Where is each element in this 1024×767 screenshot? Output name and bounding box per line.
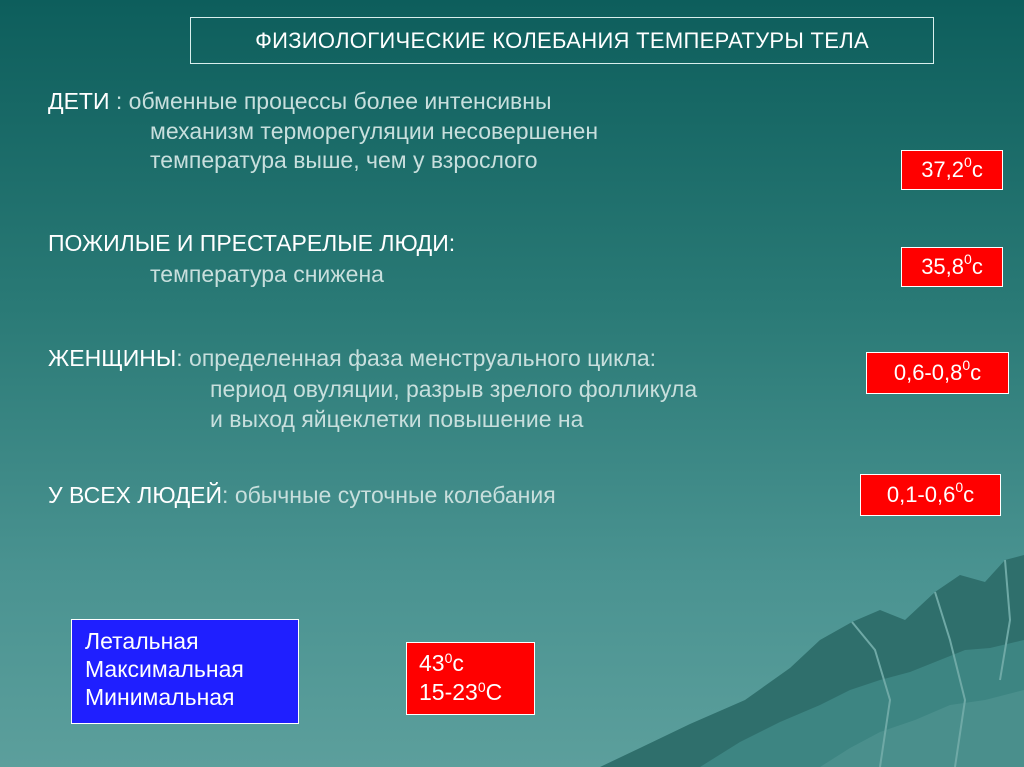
- all-people-temp-unit: с: [963, 482, 975, 507]
- women-line-3: и выход яйцеклетки повышение на: [210, 406, 584, 432]
- limit-value-min-unit: С: [485, 679, 503, 705]
- women-line-1: определенная фаза менструального цикла:: [189, 345, 657, 371]
- limit-label-maximal: Максимальная: [85, 656, 244, 682]
- children-line-2: механизм терморегуляции несовершенен: [150, 118, 599, 144]
- children-heading: ДЕТИ: [48, 88, 110, 114]
- limit-value-min-degree: 0: [477, 679, 486, 695]
- children-temp-value: 37,2: [921, 157, 965, 182]
- limit-value-max-num: 43: [419, 650, 445, 676]
- children-line-3: температура выше, чем у взрослого: [150, 147, 538, 173]
- limit-value-max-unit: с: [452, 650, 464, 676]
- elderly-temp-badge: 35,8 $^0$ с: [901, 247, 1003, 287]
- children-row: [48, 86, 552, 116]
- women-row: [48, 343, 656, 373]
- limit-value-min-num: 15-23: [419, 679, 478, 705]
- all-people-temp-value: 0,1-0,6: [886, 482, 956, 507]
- elderly-line-1: температура снижена: [150, 261, 384, 287]
- all-people-heading: У ВСЕХ ЛЮДЕЙ: [48, 482, 223, 508]
- women-temp-unit: с: [970, 360, 982, 385]
- limit-label-minimal: Минимальная: [85, 684, 235, 710]
- children-line-1: обменные процессы более интенсивны: [128, 88, 552, 114]
- women-heading: ЖЕНЩИНЫ: [48, 345, 177, 371]
- limits-label-box: [71, 619, 299, 724]
- all-people-row: [48, 480, 556, 510]
- limit-label-lethal: Летальная: [85, 628, 199, 654]
- limit-value-max: [419, 649, 534, 678]
- elderly-temp-unit: с: [971, 254, 983, 279]
- children-temp-badge: 37,2 $^0$ с: [901, 150, 1003, 190]
- elderly-temp-value: 35,8: [921, 254, 965, 279]
- all-people-temp-badge: 0,1-0,6 $^0$ с: [860, 474, 1001, 516]
- limits-value-box: [406, 642, 535, 715]
- women-line-2: период овуляции, разрыв зрелого фолликула: [210, 376, 698, 402]
- women-temp-badge: 0,6-0,8 $^0$ с: [866, 352, 1009, 394]
- children-temp-unit: с: [971, 157, 983, 182]
- limit-value-max-degree: 0: [444, 650, 453, 666]
- elderly-heading: ПОЖИЛЫЕ И ПРЕСТАРЕЛЫЕ ЛЮДИ:: [48, 230, 456, 256]
- limit-value-min: [419, 678, 534, 707]
- page-title: ФИЗИОЛОГИЧЕСКИЕ КОЛЕБАНИЯ ТЕМПЕРАТУРЫ ТЕЛА: [190, 17, 934, 64]
- children-separator: :: [109, 88, 129, 114]
- women-separator: :: [176, 345, 190, 371]
- women-temp-value: 0,6-0,8: [893, 360, 963, 385]
- all-people-separator: :: [222, 482, 235, 508]
- all-people-line-1: обычные суточные колебания: [234, 482, 556, 508]
